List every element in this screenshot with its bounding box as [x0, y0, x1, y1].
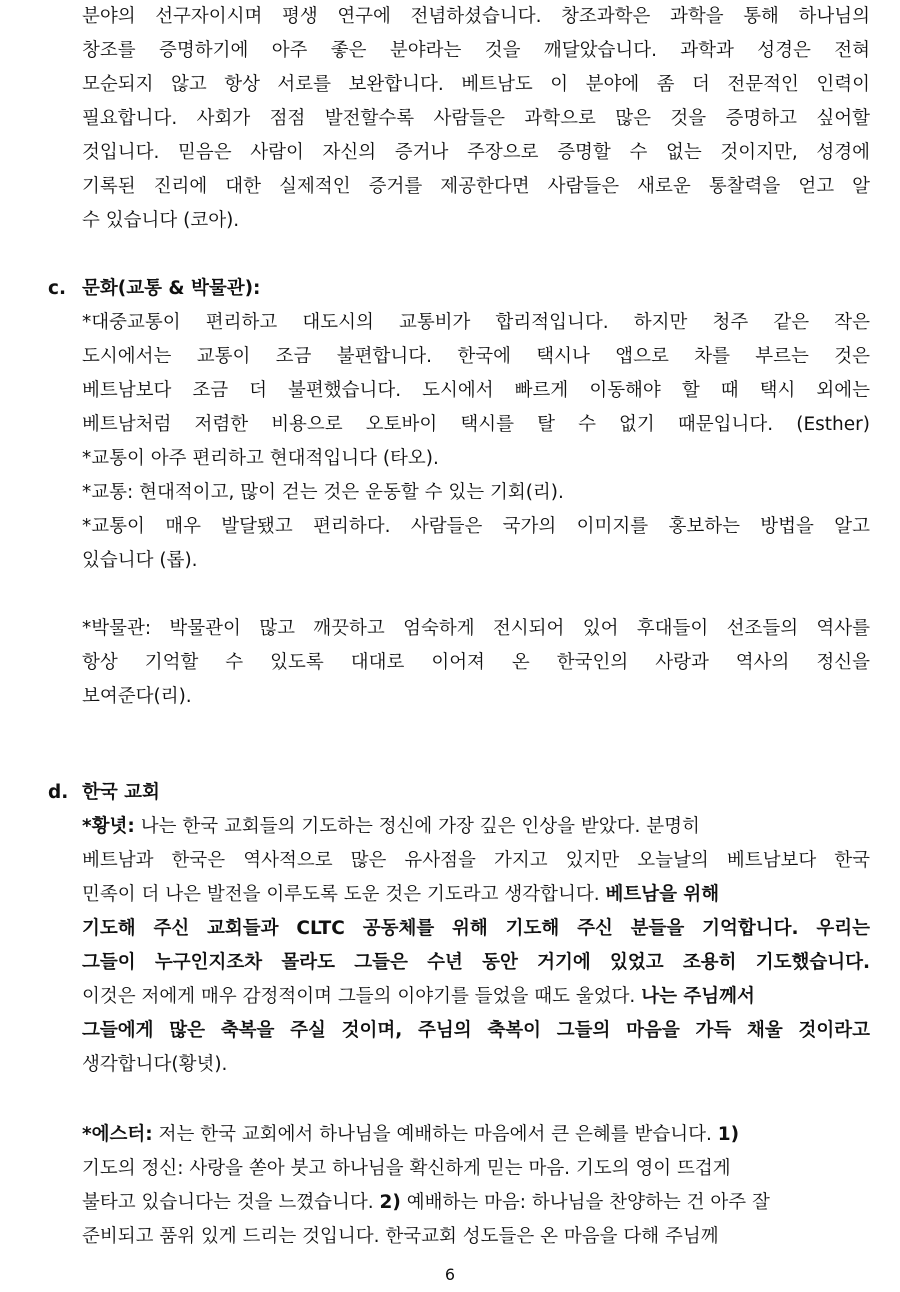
- text-span: 이것은 저에게 매우 감정적이며 그들의 이야기를 들었을 때도 울었다.: [82, 986, 636, 1007]
- speaker-label: *황녓:: [82, 816, 135, 837]
- text-line: 베트남보다 조금 더 불편했습니다. 도시에서 빠르게 이동해야 할 때 택시 외에는: [82, 380, 870, 401]
- text-line: 그들이 누구인지조차 몰라도 그들은 수년 동안 거기에 있었고 조용히 기도했습니다.: [82, 952, 870, 973]
- text-line: 있습니다 (롭).: [82, 550, 198, 571]
- text-line: 기록된 진리에 대한 실제적인 증거를 제공한다면 사람들은 새로운 통찰력을 얻고 알: [82, 176, 870, 197]
- text-line: [82, 878, 870, 912]
- text-span: 민족이 더 나은 발전을 이루도록 도운 것은 기도라고 생각합니다.: [82, 884, 600, 905]
- text-line: 베트남처럼 저렴한 비용으로 오토바이 택시를 탈 수 없기 때문입니다. (Esther): [82, 414, 870, 435]
- text-line: 기도해 주신 교회들과 CLTC 공동체를 위해 기도해 주신 분들을 기억합니다. 우리는: [82, 918, 870, 939]
- bold-span: 1): [717, 1124, 740, 1145]
- text-span: 저는 한국 교회에서 하나님을 예배하는 마음에서 큰 은혜를 받습니다.: [158, 1124, 712, 1145]
- section-c-letter: c.: [48, 278, 66, 299]
- bold-span: 2): [379, 1192, 401, 1213]
- text-line: 기도의 정신: 사랑을 쏟아 붓고 하나님을 확신하게 믿는 마음. 기도의 영이 뜨겁게: [82, 1158, 731, 1179]
- section-c-title: 문화(교통 & 박물관):: [82, 278, 261, 299]
- text-line: 것입니다. 믿음은 사람이 자신의 증거나 주장으로 증명할 수 없는 것이지만, 성경에: [82, 142, 870, 163]
- text-line: 창조를 증명하기에 아주 좋은 분야라는 것을 깨달았습니다. 과학과 성경은 전혀: [82, 40, 870, 61]
- section-d-title: 한국 교회: [82, 782, 160, 803]
- bold-span: 베트남을 위해: [605, 884, 720, 905]
- section-d-letter: d.: [48, 782, 69, 803]
- text-line: *박물관: 박물관이 많고 깨끗하고 엄숙하게 전시되어 있어 후대들이 선조들의 역사를: [82, 618, 870, 639]
- section-d-heading: [48, 776, 160, 810]
- text-line: 항상 기억할 수 있도록 대대로 이어져 온 한국인의 사랑과 역사의 정신을: [82, 652, 870, 673]
- text-line: 그들에게 많은 축복을 주실 것이며, 주님의 축복이 그들의 마음을 가득 채울 것이라고: [82, 1020, 870, 1041]
- text-line: [82, 810, 870, 844]
- text-line: 분야의 선구자이시며 평생 연구에 전념하셨습니다. 창조과학은 과학을 통해 하나님의: [82, 6, 870, 27]
- bold-span: 나는 주님께서: [641, 986, 755, 1007]
- text-line: *교통: 현대적이고, 많이 걷는 것은 운동할 수 있는 기회(리).: [82, 482, 564, 503]
- page-number: 6: [444, 1265, 456, 1284]
- text-line: [82, 1186, 870, 1220]
- text-line: [82, 1118, 870, 1152]
- section-c-heading: [48, 272, 260, 306]
- text-line: *교통이 매우 발달됐고 편리하다. 사람들은 국가의 이미지를 홍보하는 방법을 알고: [82, 516, 870, 537]
- speaker-label: *에스터:: [82, 1124, 153, 1145]
- text-line: 도시에서는 교통이 조금 불편합니다. 한국에 택시나 앱으로 차를 부르는 것은: [82, 346, 870, 367]
- text-line: 모순되지 않고 항상 서로를 보완합니다. 베트남도 이 분야에 좀 더 전문적인 인력이: [82, 74, 870, 95]
- text-line: [82, 980, 870, 1014]
- text-line: 수 있습니다 (코아).: [82, 210, 240, 231]
- text-line: 준비되고 품위 있게 드리는 것입니다. 한국교회 성도들은 온 마음을 다해 주님께: [82, 1226, 719, 1247]
- text-line: 보여준다(리).: [82, 686, 192, 707]
- text-span: 불타고 있습니다는 것을 느꼈습니다.: [82, 1192, 374, 1213]
- text-line: 생각합니다(황녓).: [82, 1054, 228, 1075]
- text-span: 나는 한국 교회들의 기도하는 정신에 가장 깊은 인상을 받았다. 분명히: [140, 816, 700, 837]
- text-span: 예배하는 마음: 하나님을 찬양하는 건 아주 잘: [406, 1192, 770, 1213]
- text-line: *교통이 아주 편리하고 현대적입니다 (타오).: [82, 448, 439, 469]
- text-line: 베트남과 한국은 역사적으로 많은 유사점을 가지고 있지만 오늘날의 베트남보다 한국: [82, 850, 870, 871]
- text-line: *대중교통이 편리하고 대도시의 교통비가 합리적입니다. 하지만 청주 같은 작은: [82, 312, 870, 333]
- text-line: 필요합니다. 사회가 점점 발전할수록 사람들은 과학으로 많은 것을 증명하고 싶어할: [82, 108, 870, 129]
